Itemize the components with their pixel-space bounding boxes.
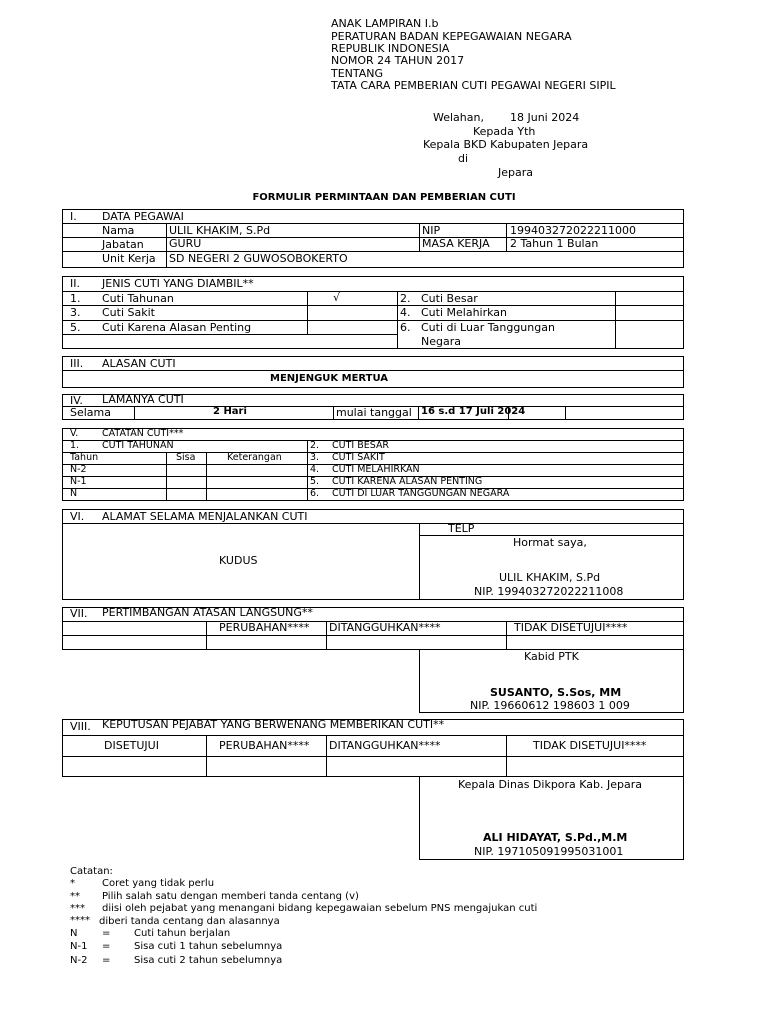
jabatan-value: GURU [169,237,202,250]
note-type-number: 2. [310,440,320,451]
note-symbol: *** [70,903,85,914]
date-range-value: 16 s.d 17 Juli 2024 [421,406,526,417]
section-title: PERTIMBANGAN ATASAN LANGSUNG** [102,606,313,619]
section-title: JENIS CUTI YANG DIAMBIL** [102,277,254,290]
col-perubahan[interactable]: PERUBAHAN**** [219,739,310,752]
note-text: Pilih salah satu dengan memberi tanda centang (v) [102,891,359,902]
section-title: DATA PEGAWAI [102,210,184,223]
section-title: CATATAN CUTI*** [102,428,184,439]
col-perubahan[interactable]: PERUBAHAN**** [219,621,310,634]
leave-type-number: 1. [70,292,81,305]
col-ditangguhkan[interactable]: DITANGGUHKAN**** [329,739,441,752]
section-number: VIII. [70,720,91,733]
header-line: NOMOR 24 TAHUN 2017 [331,54,465,67]
note-equals: = [102,941,111,952]
note-text: Cuti tahun berjalan [134,928,231,939]
note-type-label: CUTI SAKIT [332,452,385,463]
duration-value: 2 Hari [213,406,247,417]
nip-value: 199403272022211000 [510,224,636,237]
note-text: diberi tanda centang dan alasannya [99,916,280,927]
note-type-label: CUTI KARENA ALASAN PENTING [332,476,483,487]
note-text: diisi oleh pejabat yang menangani bidang kepegawaian sebelum PNS mengajukan cuti [102,903,538,914]
note-symbol: **** [70,915,90,926]
col-sisa: Sisa [176,452,196,463]
section-number: III. [70,357,84,370]
section-number: VII. [70,607,88,620]
leave-type-cuti-tahunan: Cuti Tahunan [102,292,174,305]
note-text: Sisa cuti 2 tahun sebelumnya [134,955,283,966]
section-number: VI. [70,510,85,523]
col-tidak-disetujui[interactable]: TIDAK DISETUJUI**** [533,739,647,752]
header-line: ANAK LAMPIRAN I.b [331,17,439,30]
to-label: Kepada Yth [473,125,536,138]
nama-value: ULIL KHAKIM, S.Pd [169,224,271,237]
leave-type-cuti-melahirkan: Cuti Melahirkan [421,306,508,319]
col-tahun: Tahun [70,452,99,463]
leave-type-cuti-luar-tanggungan-line2: Negara [421,335,461,348]
note-type-label: CUTI BESAR [332,440,390,451]
note-symbol: N [70,928,78,939]
mulai-tanggal-label: mulai tanggal [336,406,412,419]
note-type-label: CUTI DI LUAR TANGGUNGAN NEGARA [332,488,510,499]
section-title: LAMANYA CUTI [102,393,184,406]
leave-type-number: 2. [400,292,411,305]
recipient: Kepala BKD Kabupaten Jepara [423,138,589,151]
note-type-number: 3. [310,452,320,463]
note-type-label: CUTI MELAHIRKAN [332,464,420,475]
note-equals: = [102,955,111,966]
supervisor-role: Kabid PTK [524,650,579,663]
selama-label: Selama [70,406,112,419]
leave-type-number: 4. [400,306,411,319]
note-type-number: 5. [310,476,320,487]
official-role: Kepala Dinas Dikpora Kab. Jepara [458,778,643,791]
note-equals: = [102,928,111,939]
col-disetujui[interactable]: DISETUJUI [104,739,159,752]
place: Welahan, [433,111,484,124]
year-row-n2: N-2 [70,464,87,475]
section-title: ALAMAT SELAMA MENJALANKAN CUTI [102,510,308,523]
masa-kerja-label: MASA KERJA [422,237,490,250]
header-line: TENTANG [331,67,384,80]
leave-type-cuti-besar: Cuti Besar [421,292,478,305]
note-type-number: 4. [310,464,320,475]
leave-type-cuti-luar-tanggungan: Cuti di Luar Tanggungan [421,321,555,334]
header-line: TATA CARA PEMBERIAN CUTI PEGAWAI NEGERI SIPIL [331,79,616,92]
nip-label: NIP [422,224,441,237]
unit-kerja-value: SD NEGERI 2 GUWOSOBOKERTO [169,252,348,265]
year-row-n: N [70,488,78,499]
year-row-n1: N-1 [70,476,87,487]
section-number: I. [70,210,77,223]
form-title: FORMULIR PERMINTAAN DAN PEMBERIAN CUTI [252,192,516,203]
cuti-tahunan-header: CUTI TAHUNAN [102,440,174,451]
telp-label: TELP [448,522,475,535]
supervisor-name: SUSANTO, S.Sos, MM [490,686,622,699]
note-symbol: ** [70,891,80,902]
applicant-nip: NIP. 199403272022211008 [474,585,624,598]
note-text: Coret yang tidak perlu [102,878,215,889]
col-tidak-disetujui[interactable]: TIDAK DISETUJUI**** [514,621,628,634]
note-type-number: 6. [310,488,320,499]
note-symbol: N-1 [70,941,88,952]
notes-title: Catatan: [70,866,113,877]
city: Jepara [498,166,533,179]
leave-type-number: 6. [400,321,411,334]
leave-type-cuti-alasan-penting: Cuti Karena Alasan Penting [102,321,252,334]
leave-type-number: 5. [70,321,81,334]
date: 18 Juni 2024 [510,111,580,124]
check-mark-icon[interactable]: √ [333,291,341,304]
jabatan-label: Jabatan [102,238,144,251]
applicant-name: ULIL KHAKIM, S.Pd [499,571,601,584]
header-line: PERATURAN BADAN KEPEGAWAIAN NEGARA [331,30,572,43]
section-number: IV. [70,394,83,407]
section-title: KEPUTUSAN PEJABAT YANG BERWENANG MEMBERIKAN CUTI** [102,718,445,731]
col-ditangguhkan[interactable]: DITANGGUHKAN**** [329,621,441,634]
leave-address: KUDUS [219,554,258,567]
header-line: REPUBLIK INDONESIA [331,42,450,55]
section-number: V. [70,428,79,439]
note-symbol: * [70,878,75,889]
note-symbol: N-2 [70,955,88,966]
note-text: Sisa cuti 1 tahun sebelumnya [134,941,283,952]
official-name: ALI HIDAYAT, S.Pd.,M.M [483,831,628,844]
masa-kerja-value: 2 Tahun 1 Bulan [510,237,599,250]
nama-label: Nama [102,224,135,237]
col-keterangan: Keterangan [227,452,282,463]
leave-type-number: 3. [70,306,81,319]
supervisor-nip: NIP. 19660612 198603 1 009 [470,699,630,712]
leave-reason: MENJENGUK MERTUA [270,373,389,384]
closing-greeting: Hormat saya, [513,536,587,549]
leave-type-cuti-sakit: Cuti Sakit [102,306,155,319]
section-number: II. [70,277,80,290]
official-nip: NIP. 197105091995031001 [474,845,624,858]
sub-number: 1. [70,440,80,451]
di-label: di [458,152,469,165]
section-title: ALASAN CUTI [102,357,176,370]
unit-kerja-label: Unit Kerja [102,252,156,265]
